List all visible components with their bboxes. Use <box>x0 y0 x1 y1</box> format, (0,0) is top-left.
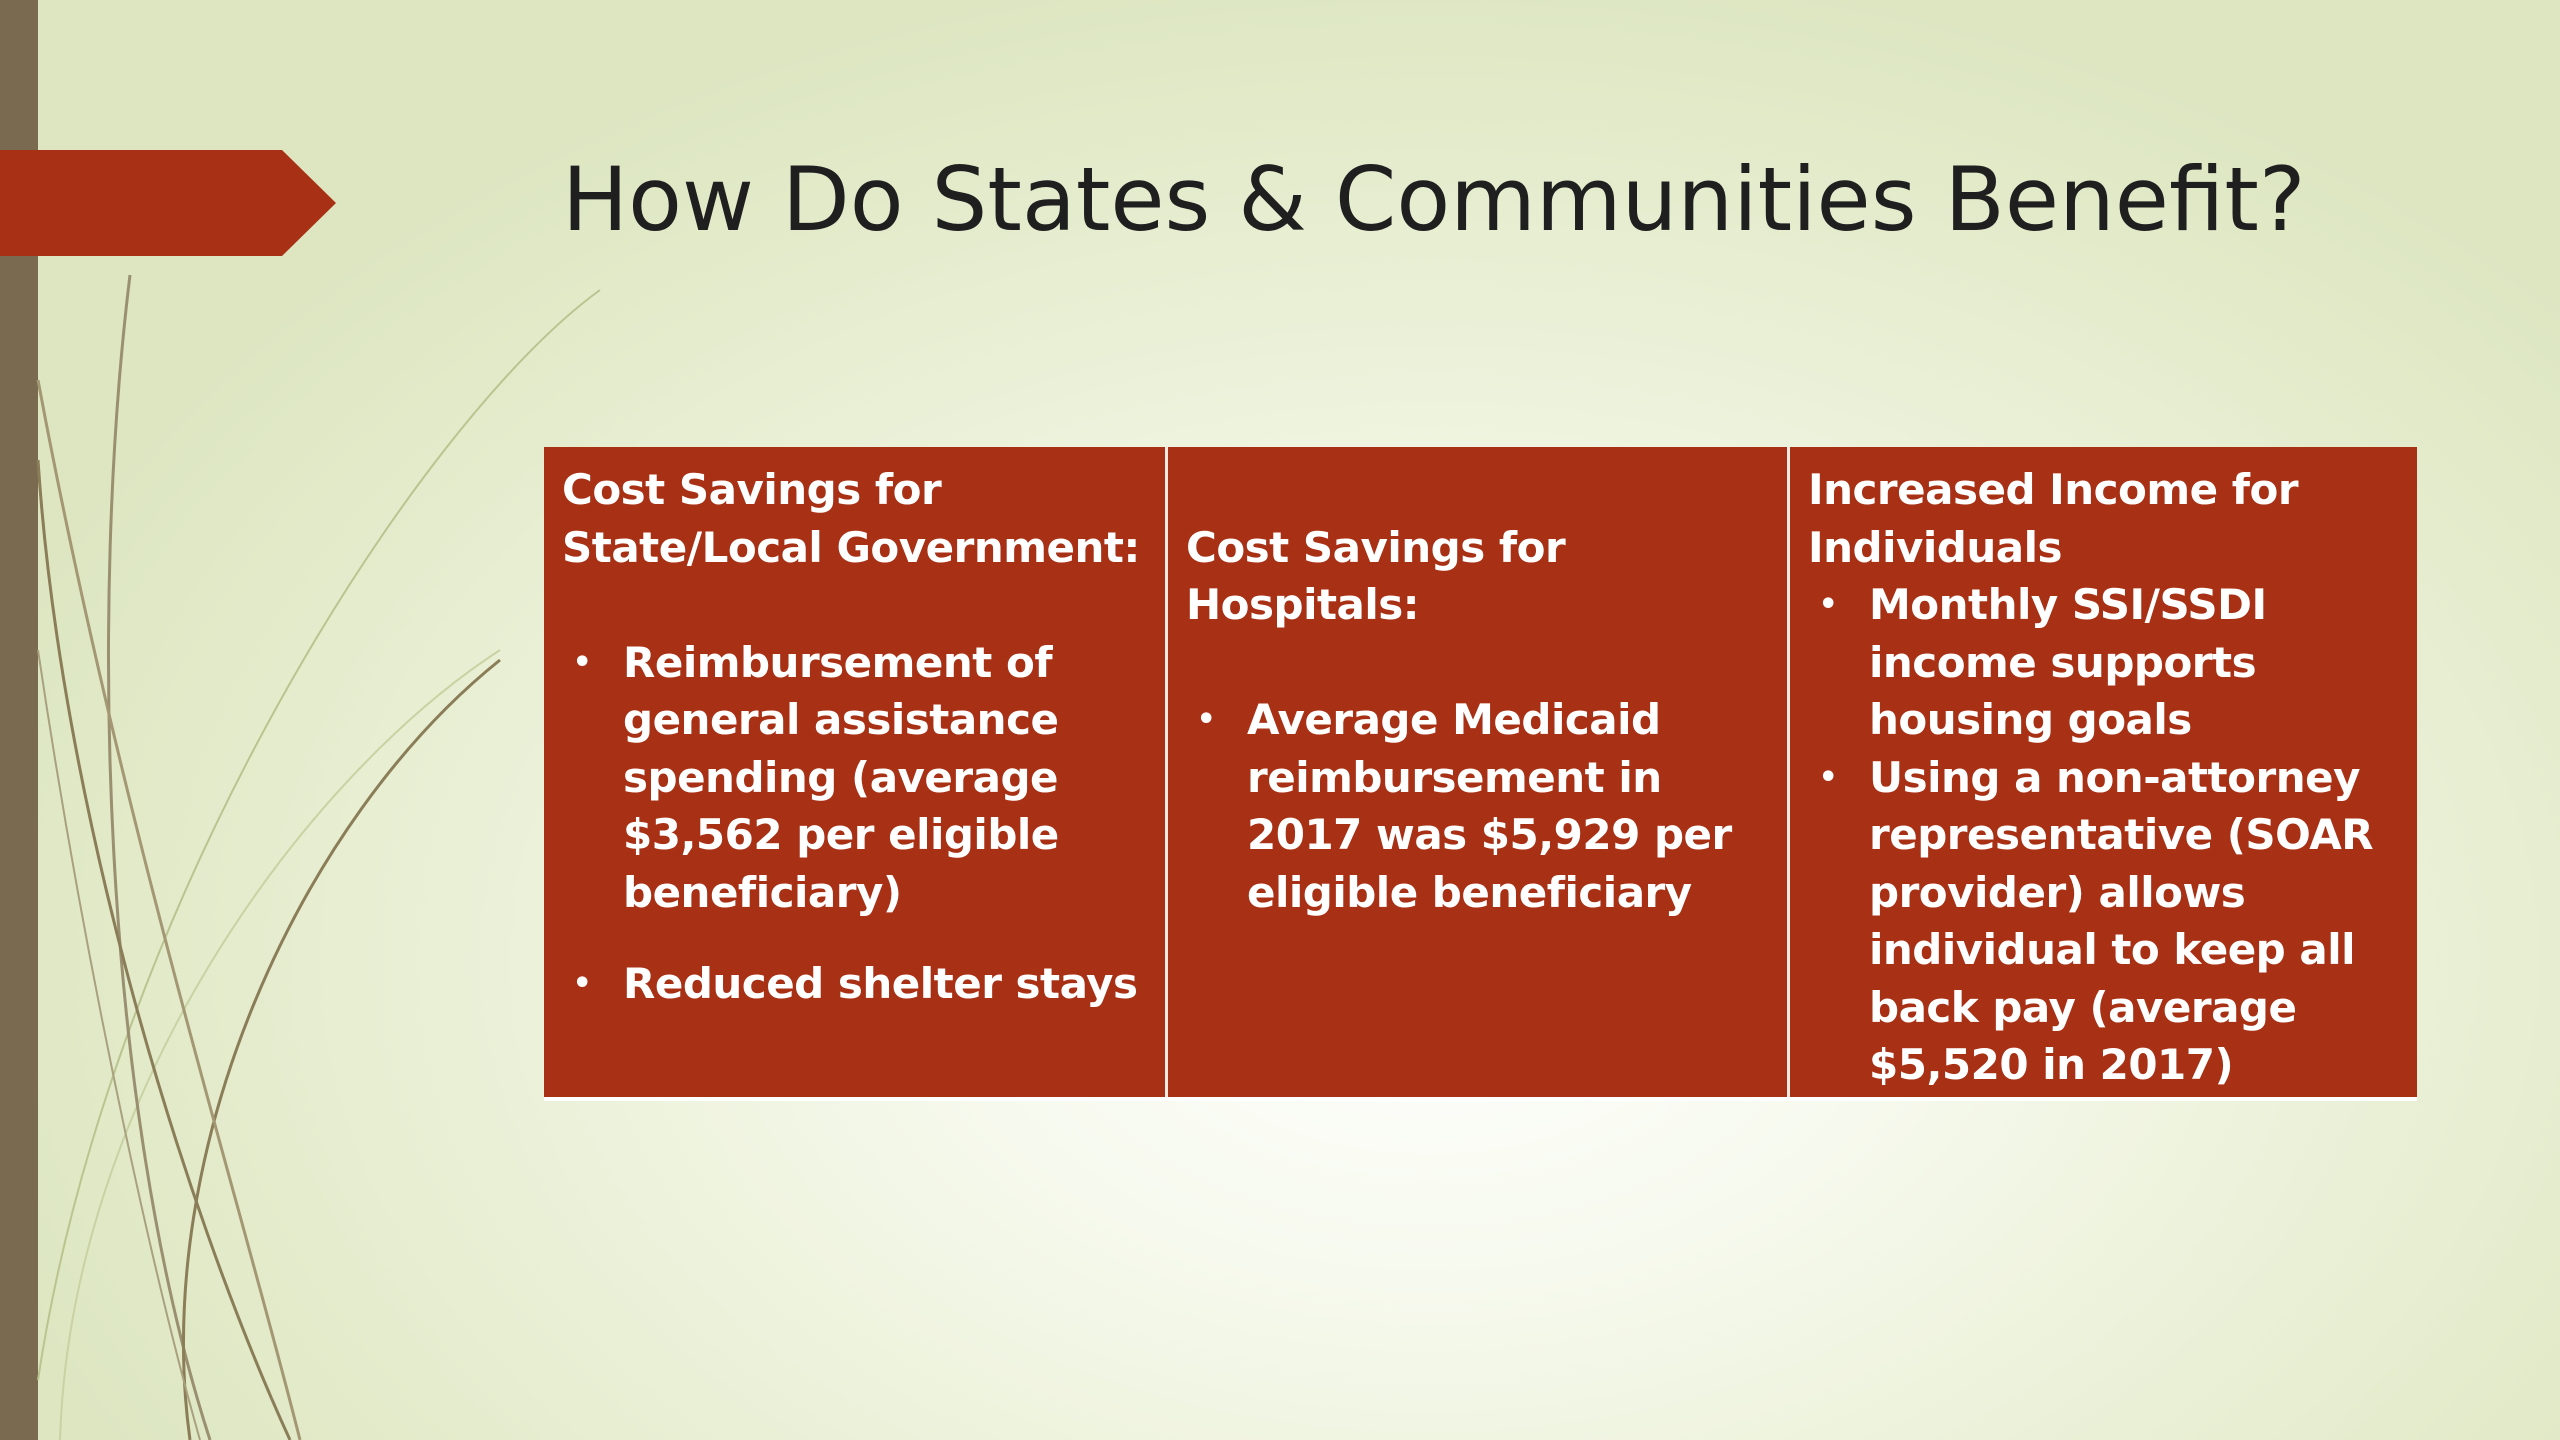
slide-title: How Do States & Communities Benefit? <box>562 148 2306 251</box>
bullet-text: Reimbursement of general assistance spending (average $3,562 per eligible beneficiary) <box>623 637 1059 917</box>
list-item <box>1186 691 1769 921</box>
list-item <box>1808 576 2399 749</box>
bullet-text: Average Medicaid reimbursement in 2017 was $5,929 per eligible beneficiary <box>1247 695 1732 917</box>
bullet-text: Monthly SSI/SSDI income supports housing goals <box>1869 580 2267 744</box>
bullet-text: Using a non-attorney representative (SOAR provider) allows individual to keep all back pay (average $5,520 in 2017) <box>1869 752 2374 1089</box>
bullet-text: Reduced shelter stays <box>623 959 1138 1008</box>
hospital-savings-cell <box>1168 447 1790 1097</box>
list-item <box>562 955 1147 1013</box>
benefits-table <box>544 447 2417 1101</box>
spacer <box>562 921 1147 955</box>
spacer <box>562 576 1147 634</box>
title-arrow-shape <box>0 150 340 256</box>
state-local-savings-heading: Cost Savings for State/Local Government: <box>562 465 1140 572</box>
state-local-savings-cell <box>544 447 1168 1097</box>
spacer <box>1186 634 1769 692</box>
bullet-icon: • <box>572 644 592 680</box>
bullet-icon: • <box>1818 759 1838 795</box>
bullet-icon: • <box>1818 587 1838 622</box>
list-item <box>1808 749 2399 1094</box>
individual-income-heading: Increased Income for Individuals <box>1808 465 2299 572</box>
hospital-savings-heading: Cost Savings for Hospitals: <box>1186 522 1566 629</box>
spacer <box>1186 461 1769 519</box>
individual-income-cell <box>1790 447 2417 1097</box>
bullet-icon: • <box>1196 702 1216 737</box>
list-item <box>562 634 1147 922</box>
bullet-icon: • <box>572 966 592 1001</box>
